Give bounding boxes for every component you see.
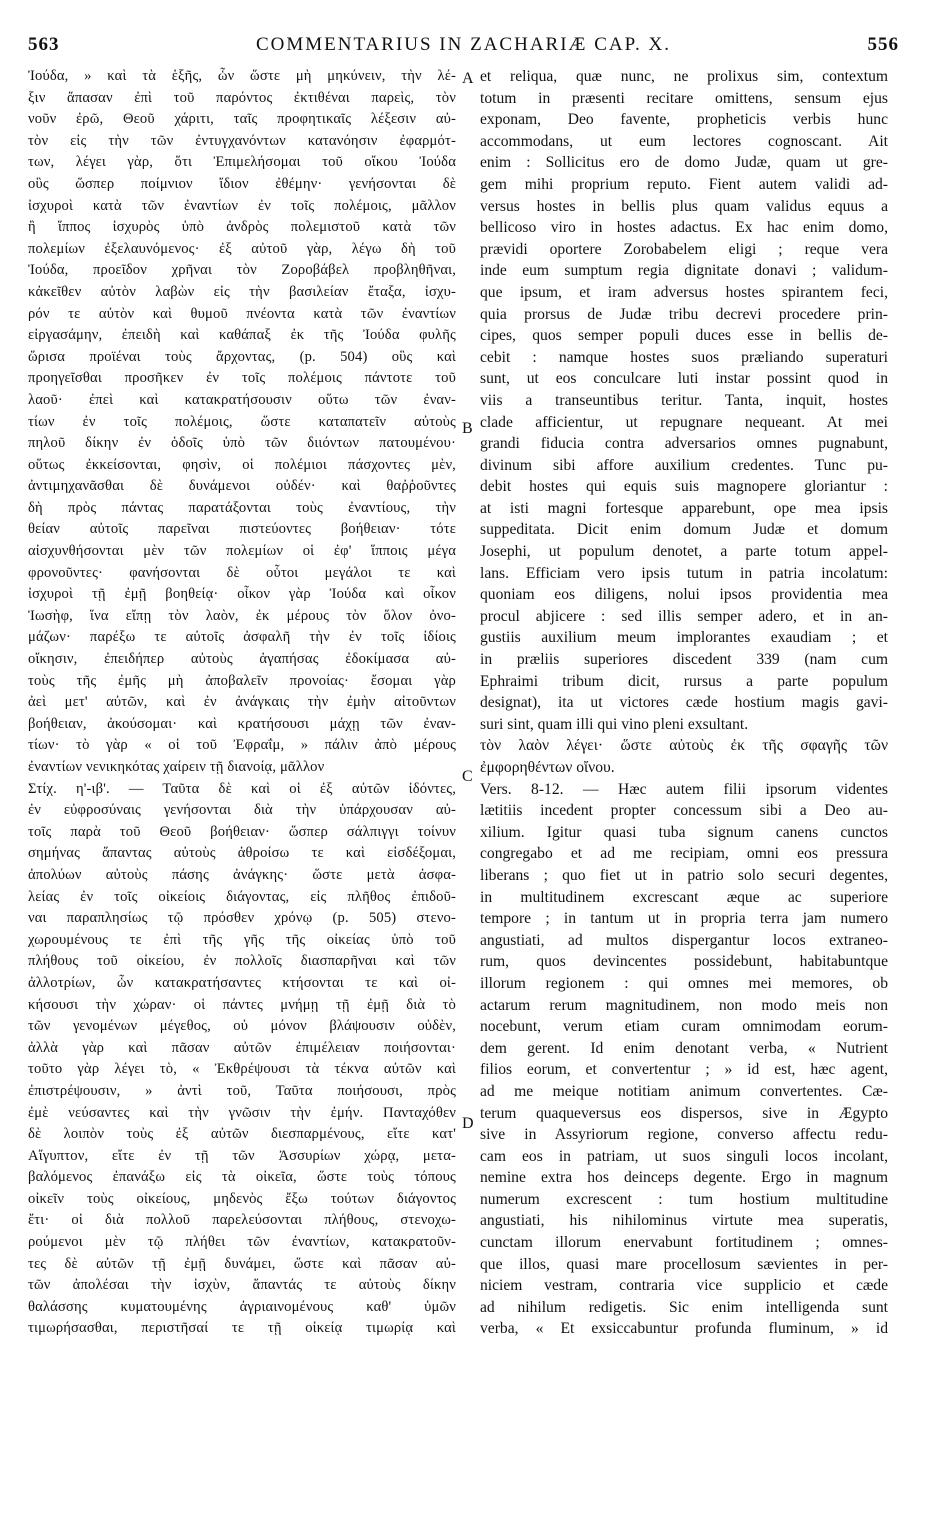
- latin-text-line: procul abjicere : sed illis semper adero, et in an-: [480, 607, 888, 625]
- greek-text-line: τῶν γενομένων μέγεθος, οὐ μόνον βλάψουσιν οὐδὲν,: [28, 1018, 456, 1035]
- latin-text-line: versus hostes in bellis plus quam validus equus a: [480, 197, 888, 215]
- latin-text-line: cunctam illorum enervabunt fortitudinem ; omnes-: [480, 1234, 888, 1252]
- greek-text-line: τιμωρήσασθαι, περιστῆσαί τε τῇ οἰκείᾳ τιμωρίᾳ καὶ: [28, 1320, 456, 1337]
- greek-text-line: δὴ πρὸς πάντας παρατάξονται τοὺς ἐναντίους, τὴν: [28, 499, 456, 516]
- margin-letter-d: D: [462, 1115, 474, 1132]
- latin-text-line: totum in præsenti recitare omittens, sensum ejus: [480, 89, 888, 107]
- latin-text-line: prævidi oportere Zorobabelem eligi ; reque vera: [480, 240, 888, 258]
- greek-text-line: ἐν εὐφροσύναις γενήσονται διὰ τὴν ὑπάρχουσαν αὐ-: [28, 802, 456, 819]
- greek-text-line: τῶν ἀπολέσαι τὴν ἰσχὺν, ἅπαντάς τε αὐτοὺς δίκην: [28, 1277, 456, 1294]
- latin-text-line: cam eos in patriam, ut suos singuli locos incolant,: [480, 1147, 888, 1165]
- greek-text-line: ξιν ἅπασαν ἐπὶ τοῦ παρόντος ἐκτιθέναι παρεὶς, τὸν: [28, 89, 456, 106]
- greek-text-line: πλήθους τοῦ οἰκείου, ἐν πολλοῖς διασπαρῆναι καὶ τῶν: [28, 953, 456, 970]
- greek-text-line: τοὺς τῆς ἐμῆς μὴ ἀποβαλεῖν προνοίας· ἔσομαι γὰρ: [28, 672, 456, 689]
- latin-text-line: tempore ; in tantum ut in propria terra jam numero: [480, 910, 888, 928]
- latin-text-line: at isti magni fortesque apparebunt, ope mea ipsis: [480, 499, 888, 517]
- latin-text-line: enim : Sollicitus ero de domo Judæ, quam ut gre-: [480, 154, 888, 172]
- greek-text-line: ἀλλὰ γὰρ καὶ πᾶσαν αὐτῶν ἐπιμέλειαν ποιήσονται·: [28, 1039, 456, 1056]
- latin-text-line: debit hostes qui equis suis magnopere gloriantur :: [480, 478, 888, 496]
- latin-text-line: dem gerent. Id enim denotant verba, « Nutrient: [480, 1039, 888, 1057]
- greek-text-line: κἀκεῖθεν αὐτὸν λαβὼν εἰς τὴν βασιλείαν ἔταξα, ἰσχυ-: [28, 283, 456, 300]
- latin-text-line: in multitudinem excrescant æque ac superiore: [480, 888, 888, 906]
- latin-text-line: verba, « Et exsiccabuntur profunda fluminum, » id: [480, 1320, 888, 1338]
- latin-column: [480, 66, 888, 1340]
- latin-text-line: illorum regionem : qui omnes mei memores, ob: [480, 974, 888, 992]
- latin-text-line: cipes, quos semper populi duces esse in bellis de-: [480, 327, 888, 345]
- greek-text-line: ἀπολύων αὐτοὺς πάσης ἀνάγκης· ὥστε μετὰ ἀσφα-: [28, 866, 456, 883]
- latin-text-line: τὸν λαὸν λέγει· ὥστε αὐτοὺς ἐκ τῆς σφαγῆς τῶν: [480, 737, 888, 755]
- latin-text-line: que illos, quasi mare procellosum sævientes in per-: [480, 1255, 888, 1273]
- latin-text-line: ad me meique notitiam animum convertentes. Cæ-: [480, 1082, 888, 1100]
- greek-text-line: ρούμενοι μὲν τῷ πλήθει τῶν ἐναντίων, κατακρατοῦν-: [28, 1234, 456, 1251]
- right-page-number: 556: [867, 34, 899, 55]
- greek-text-line: χωρουμένους τε ἐπὶ τῆς γῆς τῆς οἰκείας ὑπὸ τοῦ: [28, 931, 456, 948]
- latin-text-line: gem mihi proprium reputo. Fient autem validi ad-: [480, 175, 888, 193]
- greek-text-line: Ἰούδα, » καὶ τὰ ἑξῆς, ὧν ὥστε μὴ μηκύνειν, τὴν λέ-: [28, 68, 456, 84]
- latin-text-line: gustiis auxilium meum implorantes exaudiam ; et: [480, 629, 888, 647]
- greek-text-line: ἐμὲ νεύσαντες καὶ τὴν γνῶσιν τὴν ἐμήν. Πανταχόθεν: [28, 1104, 456, 1121]
- latin-text-line: et reliqua, quæ nunc, ne prolixus sim, contextum: [480, 68, 888, 85]
- greek-text-line: οἰκεῖν τοὺς οἰκείους, μηδενὸς ἔξω τούτων διάγοντος: [28, 1190, 456, 1207]
- latin-text-line: sive in Assyriorum regione, converso affectu redu-: [480, 1126, 888, 1144]
- greek-text-line: ἀλλοτρίων, ὧν κατακρατήσαντες κτήσονται τε καὶ οἰ-: [28, 974, 456, 991]
- greek-text-line: τίων ἐν τοῖς πολέμοις, ὥστε καταπατεῖν αὐτοὺς: [28, 413, 456, 430]
- latin-text-line: bellicoso viro in hostes adactus. Ex hac enim domo,: [480, 219, 888, 237]
- latin-text-line: cebit : namque hostes suos præliando superaturi: [480, 348, 888, 366]
- greek-text-line: ὥρισα προϊέναι τοὺς ἄρχοντας, (p. 504) οὓς καὶ: [28, 348, 456, 365]
- margin-letter-b: B: [462, 420, 473, 437]
- greek-text-line: ἔτι· οἱ διὰ πολλοῦ παρελεύσονται πλήθους, στενοχω-: [28, 1212, 456, 1229]
- greek-text-line: ἰσχυροὶ τῇ ἐμῇ βοηθείᾳ· οἶκον γὰρ Ἰούδα καὶ οἶκον: [28, 586, 456, 603]
- greek-text-line: ἀεὶ μετ' αὐτῶν, καὶ ἐν ἀνάγκαις τὴν ἐμὴν αἰτοῦντων: [28, 694, 456, 711]
- greek-text-line: βοήθειαν, ἀκούσομαι· καὶ κρατήσουσι μάχῃ τῶν ἐναν-: [28, 715, 456, 732]
- latin-text-line: accommodans, ut eum lectores cognoscant. Ait: [480, 132, 888, 150]
- greek-text-line: Ἰωσὴφ, ἵνα εἴπῃ τὸν λαὸν, ἐκ μέρους τὸν ὅλον ὀνο-: [28, 607, 456, 624]
- greek-text-line: ἐπιστρέψουσιν, » ἀντὶ τοῦ, Ταῦτα ποιήσουσι, πρὸς: [28, 1082, 456, 1099]
- latin-text-line: rum, quos devincentes possidebunt, habitabuntque: [480, 953, 888, 971]
- latin-text-line: terum quaqueversus eos dispersos, sive in Ægypto: [480, 1104, 888, 1122]
- greek-text-line: θείαν αὐτοῖς παρεῖναι πιστεύοντες βοήθειαν· τότε: [28, 521, 456, 538]
- latin-text-line: grandi fiducia contra adversarios omnes pugnabunt,: [480, 435, 888, 453]
- latin-text-line: ἐμφορηθέντων οἴνου.: [480, 759, 615, 776]
- latin-text-line: suri sint, quam illi qui vino pleni exsultant.: [480, 715, 749, 733]
- latin-text-line: liberans ; quo fiet ut in patrio solo securi degentes,: [480, 866, 888, 884]
- latin-text-line: lætitiis incedent propter concessum sibi a Deo au-: [480, 802, 888, 820]
- latin-text-line: quoniam eos diligens, nolui ipsos providentia mea: [480, 586, 888, 604]
- latin-text-line: Josephi, ut populum denotet, a parte totum appel-: [480, 543, 888, 561]
- greek-text-line: εἰργασάμην, ἐπειδὴ καὶ καθάπαξ ἐκ τῆς Ἰούδα φυλῆς: [28, 327, 456, 344]
- running-title: COMMENTARIUS IN ZACHARIÆ CAP. X.: [255, 34, 672, 55]
- margin-letter-a: A: [462, 70, 474, 87]
- latin-text-line: clade afficientur, ut repugnare nequeant. At mei: [480, 413, 888, 431]
- latin-text-line: angustiati, his nihilominus virtute mea superatis,: [480, 1212, 888, 1230]
- greek-text-line: τες δὲ αὐτῶν τῇ ἐμῇ δυνάμει, ὥστε καὶ πᾶσαν αὐ-: [28, 1255, 456, 1272]
- margin-letter-c: C: [462, 768, 473, 785]
- latin-text-line: suppeditata. Dicit enim domum Judæ et domum: [480, 521, 888, 539]
- greek-text-line: θαλάσσης κυματουμένης ἀγριαινομένους καθ' ὑμῶν: [28, 1298, 456, 1315]
- greek-text-line: οὓς ὥσπερ ποίμνιον ἴδιον ἐθέμην· γενήσονται δὲ: [28, 175, 456, 192]
- latin-text-line: nemine extra hos deinceps degente. Ergo in magnum: [480, 1169, 888, 1187]
- latin-text-line: sunt, ut eos conculcare luti instar possint quod in: [480, 370, 888, 388]
- greek-text-line: πηλοῦ δίκην ἐν ὁδοῖς ὑπὸ τῶν διιόντων πατουμένου·: [28, 435, 456, 452]
- greek-text-line: ἰσχυροὶ κατὰ τῶν ἐναντίων ἐν τοῖς πολέμοις, μᾶλλον: [28, 197, 456, 214]
- latin-text-line: filios eorum, et convertentur ; » id est, hæc agent,: [480, 1061, 888, 1079]
- greek-text-line: λείας ἐν τοῖς οἰκείοις διάγοντας, εἰς πλῆθος ἐπιδοῦ-: [28, 888, 456, 905]
- latin-text-line: lans. Efficiam vero ipsis tutum in patria incolatum:: [480, 564, 888, 582]
- latin-text-line: angustiati, ad multos dispergantur locos extraneo-: [480, 931, 888, 949]
- latin-text-line: congregabo et ad me recipiam, omni eos pressura: [480, 845, 888, 863]
- latin-text-line: nocebunt, verum etiam curam omnimodam eorum-: [480, 1018, 888, 1036]
- latin-text-line: actarum rerum magnitudinem, non modo meis non: [480, 996, 888, 1014]
- latin-text-line: inde eum sumptum regia dignitate donavi ; validum-: [480, 262, 888, 280]
- greek-text-line: δὲ λοιπὸν τοὺς ἐξ αὐτῶν διεσπαρμένους, εἴτε κατ': [28, 1126, 456, 1143]
- latin-text-line: ad nihilum redigetis. Sic enim intelligenda sunt: [480, 1298, 888, 1316]
- latin-text-line: numerum excrescent : tum hostium multitudine: [480, 1190, 888, 1208]
- latin-text-line: que ipsum, et iram adversus hostes spirantem feci,: [480, 283, 888, 301]
- latin-text-line: divinum sibi affore auxilium credentes. Tunc pu-: [480, 456, 888, 474]
- greek-text-line: ναι παραπλησίως τῷ πρόσθεν χρόνῳ (p. 505) στενο-: [28, 910, 456, 927]
- greek-text-line: ἢ ἵππος ἰσχυρὸς ὑπὸ ἀνδρὸς πολεμιστοῦ κατὰ τῶν: [28, 219, 456, 236]
- page-header: [28, 34, 899, 62]
- latin-text-line: quia prorsus de Judæ tribu decrevi procedere prin-: [480, 305, 888, 323]
- greek-text-line: τὸν εἰς τὴν τῶν ἐντυγχανόντων κατανόησιν ἐφαρμότ-: [28, 132, 456, 149]
- greek-text-line: ἐναντίων νενικηκότας χαίρειν τῇ διανοίᾳ, μᾶλλον: [28, 759, 325, 775]
- greek-text-line: σημήνας ἅπαντας αὐτοὺς ἀθροίσω τε καὶ εἰσδέξομαι,: [28, 845, 456, 862]
- greek-text-line: τίων· τὸ γὰρ « οἱ τοῦ Ἐφραΐμ, » πάλιν ἀπὸ μέρους: [28, 737, 456, 754]
- greek-text-line: κήσουσι τὴν χώραν· οἱ πάντες μνήμῃ τῇ ἐμῇ διὰ τὸ: [28, 996, 456, 1013]
- latin-text-line: in præliis superiores discedent 339 (nam cum: [480, 651, 888, 669]
- greek-text-line: Ἰούδα, προεῖδον χρῆναι τὸν Ζοροβάβελ προβληθῆναι,: [28, 262, 456, 279]
- greek-text-line: οὕτως ἐκκείσονται, φησὶν, οἱ πολέμιοι πάσχοντες μὲν,: [28, 456, 456, 473]
- greek-text-line: προηγεῖσθαι προσῆκεν ἐν τοῖς πολέμοις πάντοτε τοῦ: [28, 370, 456, 387]
- greek-text-line: πολεμίων ἐξελαυνόμενος· ἐξ αὐτοῦ γὰρ, λέγω δὴ τοῦ: [28, 240, 456, 257]
- left-page-number: 563: [28, 34, 60, 55]
- greek-text-line: ἀντιμηχανᾶσθαι δὲ δυνάμενοι οὐδέν· καὶ θαῤῥοῦντες: [28, 478, 456, 495]
- greek-text-line: τοῦτο γὰρ λέγει τὸ, « Ἐκθρέψουσι τὰ τέκνα αὐτῶν καὶ: [28, 1061, 456, 1078]
- greek-text-line: των, λέγει γὰρ, ὅτι Ἐπιμελήσομαι τοῦ οἴκου Ἰούδα: [28, 154, 456, 171]
- latin-text-line: exponam, Deo favente, propheticis verbis hunc: [480, 111, 888, 129]
- greek-text-line: τοῖς παρὰ τοῦ Θεοῦ βοήθειαν· ὥσπερ σάλπιγγι τοίνυν: [28, 823, 456, 840]
- latin-text-line: Ephraimi tribum dicit, rursus a parte populum: [480, 672, 888, 690]
- greek-text-line: λαοῦ· ἐπεὶ καὶ κατακρατήσουσιν οὕτω τῶν ἐναν-: [28, 391, 456, 408]
- greek-text-line: οἴκησιν, ἐπειδήπερ αὐτοὺς ἀγαπήσας ἐδοκίμασα αὐ-: [28, 651, 456, 668]
- greek-text-line: βαλόμενος ἐπανάξω εἰς τὰ οἰκεῖα, ὥστε τοὺς τόπους: [28, 1169, 456, 1186]
- greek-text-line: φρονοῦντες· φανήσονται δὲ οὗτοι μεγάλοι τε καὶ: [28, 564, 456, 581]
- greek-text-line: αἰσχυνθήσονται μὲν τῶν πολεμίων οἱ ἐφ' ἵπποις μέγα: [28, 543, 456, 560]
- greek-text-line: ρόν τε αὐτὸν καὶ θυμοῦ πνέοντα κατὰ τῶν ἐναντίων: [28, 305, 456, 322]
- latin-text-line: xilium. Igitur quasi tuba signum canens cunctos: [480, 823, 888, 841]
- greek-text-line: Αἴγυπτον, εἴτε ἐν τῇ τῶν Ἀσσυρίων χώρᾳ, μετα-: [28, 1147, 456, 1164]
- latin-text-line: viis a transeuntibus teritur. Tanta, inquit, hostes: [480, 391, 888, 409]
- greek-column: [28, 66, 456, 1340]
- greek-text-line: μάζων· παρέξω τε αὐτοῖς ἀσφαλῆ τὴν ἐν τοῖς ἰδίοις: [28, 629, 456, 646]
- latin-text-line: niciem vestram, contraria vice supplicio et cæde: [480, 1277, 888, 1295]
- greek-text-line: νοῦν ἐρῶ, Θεοῦ χάριτι, ταῖς προφητικαῖς λέξεσιν αὐ-: [28, 111, 456, 128]
- latin-text-line: designat), ita ut victores cæde hostium magis gavi-: [480, 694, 888, 712]
- latin-text-line: Vers. 8-12. — Hæc autem filii ipsorum videntes: [480, 780, 888, 798]
- greek-text-line: Στίχ. η'-ιβ'. — Ταῦτα δὲ καὶ οἱ ἐξ αὐτῶν ἰδόντες,: [28, 780, 456, 797]
